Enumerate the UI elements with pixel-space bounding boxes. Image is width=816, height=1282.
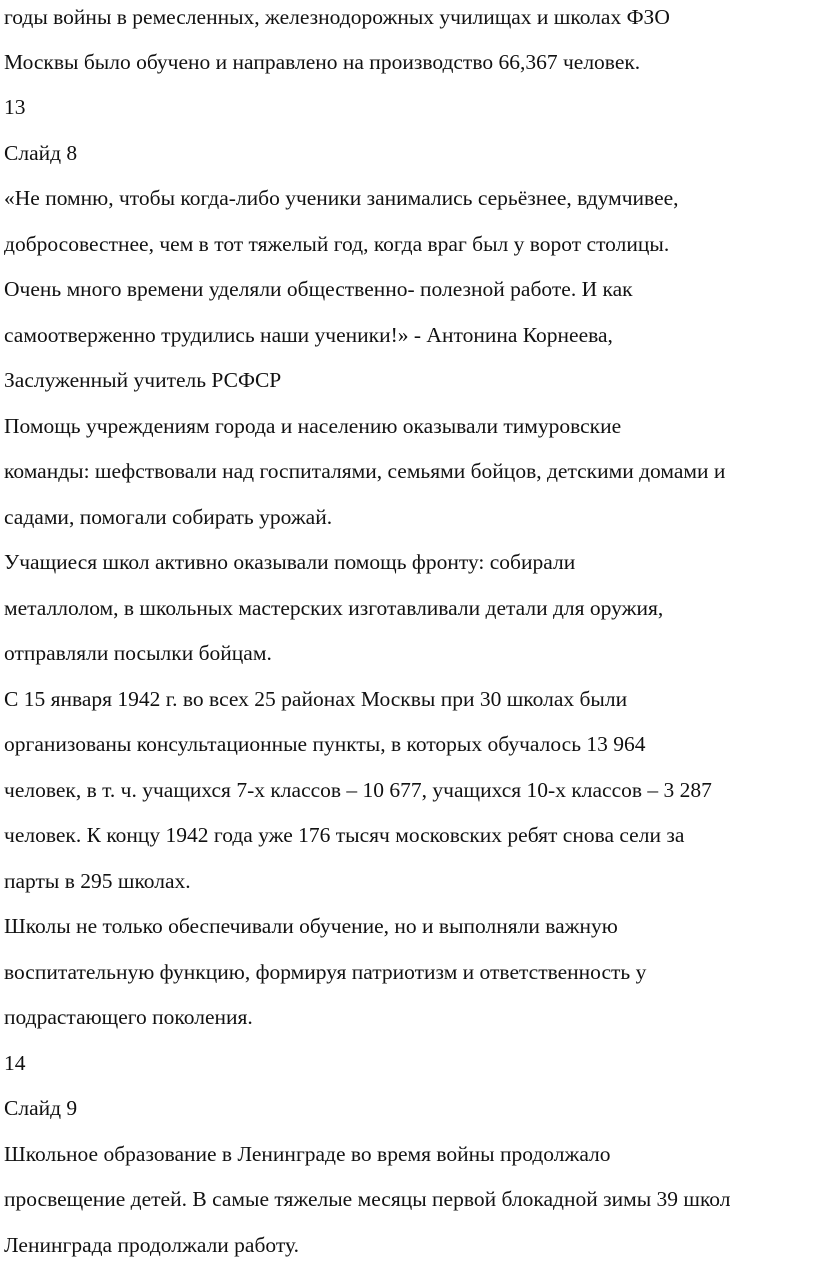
text-line: воспитательную функцию, формируя патриотизм и ответственность у: [4, 960, 647, 984]
text-line: Москвы было обучено и направлено на производство 66,367 человек.: [4, 50, 641, 74]
slide-heading: Слайд 9: [4, 1096, 78, 1120]
text-line: команды: шефствовали над госпиталями, семьями бойцов, детскими домами и: [4, 459, 726, 483]
text-line: отправляли посылки бойцам.: [4, 641, 272, 665]
text-line: металлолом, в школьных мастерских изготавливали детали для оружия,: [4, 596, 664, 620]
text-line: просвещение детей. В самые тяжелые месяцы первой блокадной зимы 39 школ: [4, 1187, 731, 1211]
text-line: подрастающего поколения.: [4, 1005, 253, 1029]
text-line: «Не помню, чтобы когда-либо ученики занимались серьёзнее, вдумчивее,: [4, 186, 679, 210]
text-line: Школы не только обеспечивали обучение, но и выполняли важную: [4, 914, 618, 938]
page-number: 14: [4, 1051, 26, 1075]
text-line: Заслуженный учитель РСФСР: [4, 368, 282, 392]
page-number: 13: [4, 95, 26, 119]
text-line: самоотверженно трудились наши ученики!» - Антонина Корнеева,: [4, 323, 613, 347]
text-line: годы войны в ремесленных, железнодорожных училищах и школах ФЗО: [4, 5, 670, 29]
text-line: Учащиеся школ активно оказывали помощь фронту: собирали: [4, 550, 576, 574]
text-line: Очень много времени уделяли общественно- полезной работе. И как: [4, 277, 633, 301]
text-line: Ленинграда продолжали работу.: [4, 1233, 299, 1257]
text-line: организованы консультационные пункты, в которых обучалось 13 964: [4, 732, 646, 756]
text-line: парты в 295 школах.: [4, 869, 191, 893]
text-line: Школьное образование в Ленинграде во время войны продолжало: [4, 1142, 611, 1166]
text-line: добросовестнее, чем в тот тяжелый год, когда враг был у ворот столицы.: [4, 232, 670, 256]
text-line: С 15 января 1942 г. во всех 25 районах Москвы при 30 школах были: [4, 687, 628, 711]
slide-heading: Слайд 8: [4, 141, 78, 165]
text-line: человек, в т. ч. учащихся 7-х классов – 10 677, учащихся 10-х классов – 3 287: [4, 778, 712, 802]
text-line: садами, помогали собирать урожай.: [4, 505, 333, 529]
text-line: Помощь учреждениям города и населению оказывали тимуровские: [4, 414, 622, 438]
text-line: человек. К концу 1942 года уже 176 тысяч московских ребят снова сели за: [4, 823, 685, 847]
